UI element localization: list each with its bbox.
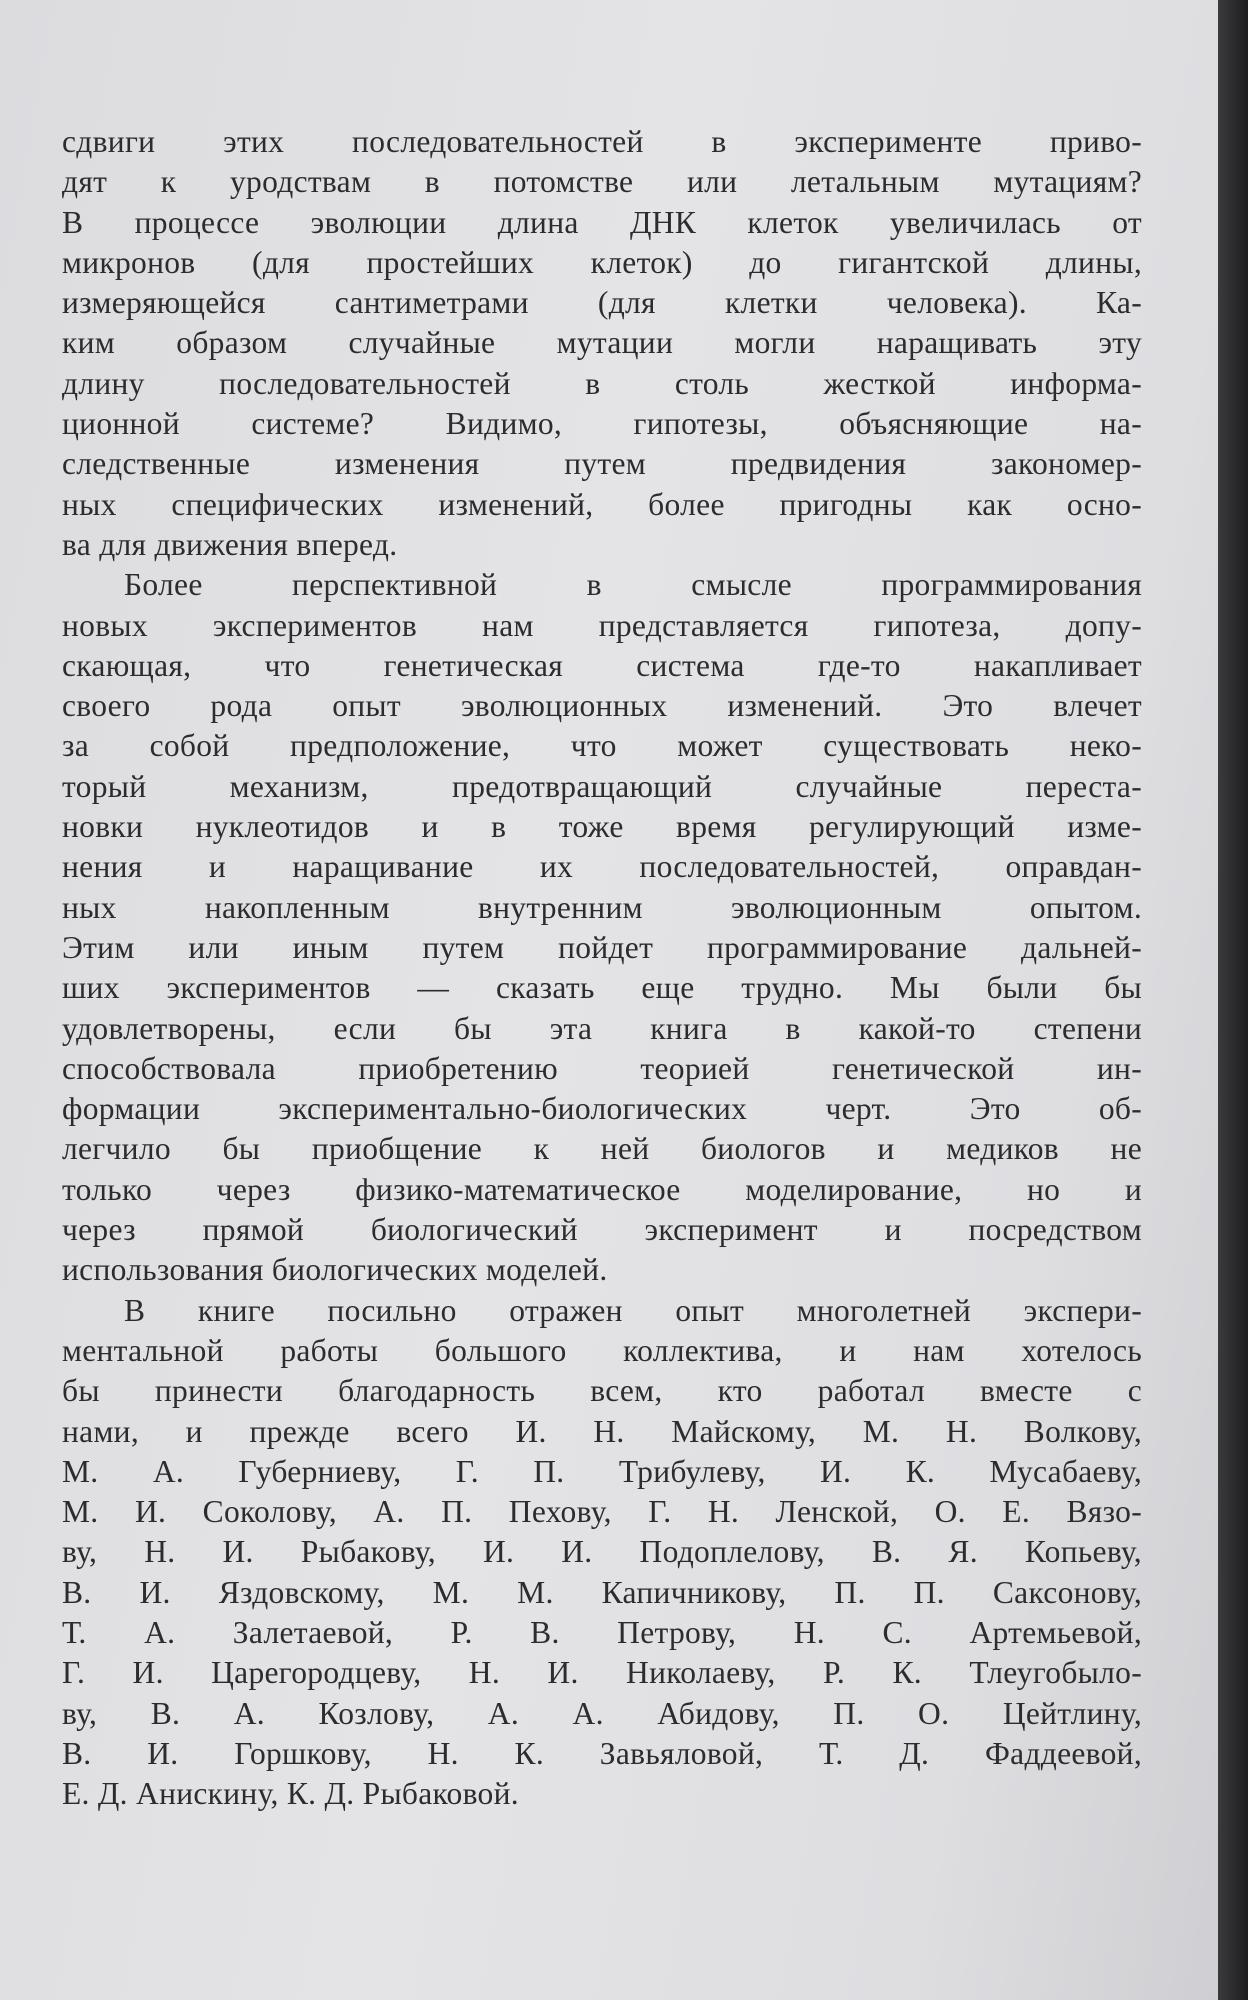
text-line: следственные изменения путем предвидения закономер- (62, 446, 1142, 482)
text-line: способствовала приобретению теорией генетической ин- (62, 1050, 1142, 1086)
text-line: нами, и прежде всего И. Н. Майскому, М. Н. Волкову, (62, 1413, 1142, 1449)
text-line: М. А. Губерниеву, Г. П. Трибулеву, И. К. Мусабаеву, (62, 1453, 1142, 1489)
text-line: ву, Н. И. Рыбакову, И. И. Подоплелову, В. Я. Копьеву, (62, 1534, 1142, 1570)
page-text (62, 122, 1142, 1814)
text-line: В. И. Горшкову, Н. К. Завьяловой, Т. Д. Фаддеевой, (62, 1735, 1142, 1771)
text-line: удовлетворены, если бы эта книга в какой-то степени (62, 1010, 1142, 1046)
text-line: своего рода опыт эволюционных изменений. Это влечет (62, 688, 1142, 724)
paragraph-1 (62, 122, 1142, 565)
text-line: легчило бы приобщение к ней биологов и медиков не (62, 1131, 1142, 1167)
text-line: бы принести благодарность всем, кто работал вместе с (62, 1373, 1142, 1409)
text-line: использования биологических моделей. (62, 1252, 608, 1288)
text-line: В процессе эволюции длина ДНК клеток увеличилась от (62, 204, 1142, 240)
text-line: ных накопленным внутренним эволюционным опытом. (62, 889, 1142, 925)
text-line: скающая, что генетическая система где-то накапливает (62, 647, 1142, 683)
text-line: В книге посильно отражен опыт многолетней экспери- (124, 1292, 1142, 1328)
text-line: Более перспективной в смысле программирования (124, 567, 1142, 603)
paragraph-2 (62, 565, 1142, 1290)
text-line: дят к уродствам в потомстве или летальным мутациям? (62, 164, 1142, 200)
text-line: новых экспериментов нам представляется гипотеза, допу- (62, 607, 1142, 643)
text-line: сдвиги этих последовательностей в эксперименте приво- (62, 124, 1142, 159)
text-line: через прямой биологический эксперимент и посредством (62, 1212, 1142, 1248)
text-line: Г. И. Царегородцеву, Н. И. Николаеву, Р. К. Тлеугобыло- (62, 1655, 1142, 1691)
text-line: В. И. Яздовскому, М. М. Капичникову, П. П. Саксонову, (62, 1574, 1142, 1610)
text-line: М. И. Соколову, А. П. Пехову, Г. Н. Ленской, О. Е. Вязо- (62, 1494, 1142, 1530)
text-line: микронов (для простейших клеток) до гигантской длины, (62, 244, 1142, 280)
text-line: торый механизм, предотвращающий случайные переста- (62, 768, 1142, 804)
text-line: формации экспериментально-биологических черт. Это об- (62, 1091, 1142, 1127)
text-line: измеряющейся сантиметрами (для клетки человека). Ка- (62, 285, 1142, 321)
text-line: новки нуклеотидов и в тоже время регулирующий изме- (62, 809, 1142, 845)
text-line: Е. Д. Анискину, К. Д. Рыбаковой. (62, 1776, 519, 1812)
text-line: ву, В. А. Козлову, А. А. Абидову, П. О. Цейтлину, (62, 1695, 1142, 1731)
text-line: длину последовательностей в столь жесткой информа- (62, 365, 1142, 401)
text-line: ва для движения вперед. (62, 526, 398, 562)
text-line: ших экспериментов — сказать еще трудно. Мы были бы (62, 970, 1142, 1006)
paragraph-3 (62, 1291, 1142, 1815)
page-edge-shadow (1218, 0, 1248, 2000)
text-line: ментальной работы большого коллектива, и нам хотелось (62, 1332, 1142, 1368)
text-line: нения и наращивание их последовательностей, оправдан- (62, 849, 1142, 885)
text-line: Т. А. Залетаевой, Р. В. Петрову, Н. С. Артемьевой, (62, 1614, 1142, 1650)
text-line: за собой предположение, что может существовать неко- (62, 728, 1142, 764)
text-line: ким образом случайные мутации могли наращивать эту (62, 325, 1142, 361)
text-line: только через физико-математическое моделирование, но и (62, 1171, 1142, 1207)
text-line: ных специфических изменений, более пригодны как осно- (62, 486, 1142, 522)
text-line: Этим или иным путем пойдет программирование дальней- (62, 929, 1142, 965)
text-line: ционной системе? Видимо, гипотезы, объясняющие на- (62, 406, 1142, 442)
